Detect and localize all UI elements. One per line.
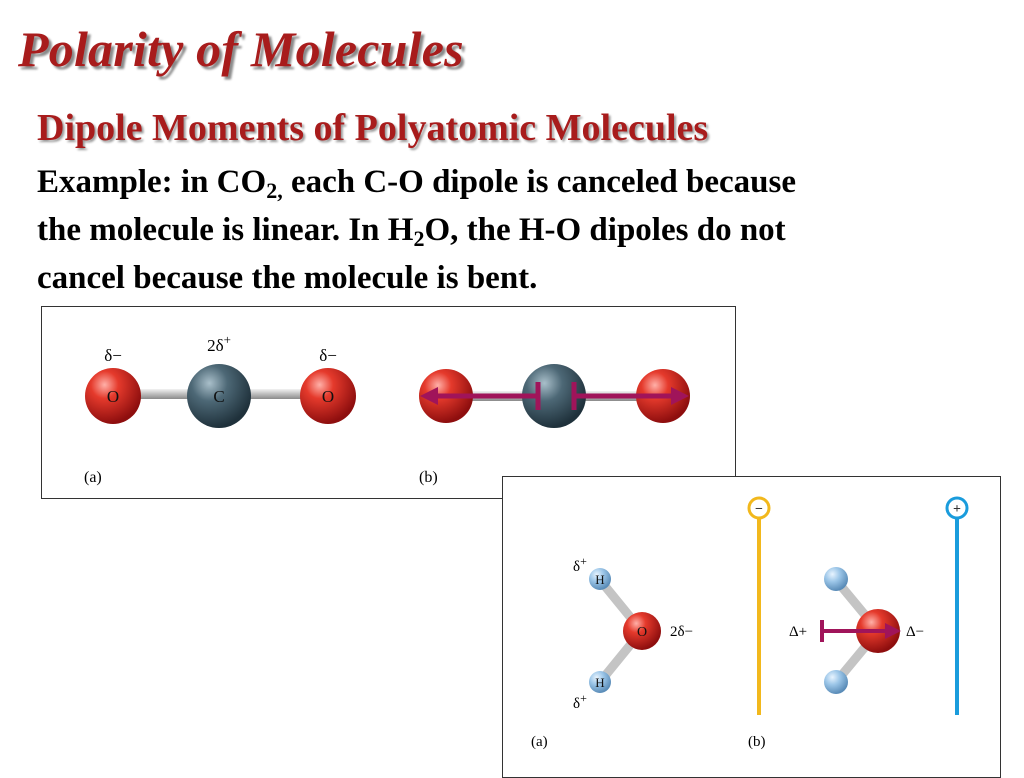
charge-center [207, 332, 231, 355]
atom-label-o: O [636, 625, 648, 640]
slide-title: Polarity of Molecules [18, 21, 464, 77]
co2-panel-b-label: (b) [419, 469, 438, 486]
positive-electrode [947, 498, 967, 715]
hydrogen-atom-bottom-b [824, 670, 848, 694]
body-text [37, 158, 997, 302]
h2o-panel-a-label: (a) [531, 734, 548, 750]
body-line-2: the molecule is linear. In $H_2O$, the H-O dipoles do not [37, 212, 786, 251]
minus-sign-icon: − [755, 502, 763, 517]
svg-text:δ−: δ− [104, 346, 122, 365]
body-line-3: cancel because the molecule is bent. [37, 260, 538, 296]
atom-label-h-bottom: H [595, 675, 605, 690]
delta-minus-label: Δ− [906, 624, 925, 640]
svg-text:2δ+: 2δ+ [207, 332, 231, 355]
slide-subtitle: Dipole Moments of Polyatomic Molecules [37, 107, 709, 149]
svg-text:δ−: δ− [319, 346, 337, 365]
h2o-panel-b-label: (b) [748, 734, 766, 750]
h2o-figure [502, 476, 1001, 778]
negative-electrode [749, 498, 769, 715]
hydrogen-atom-top-b [824, 567, 848, 591]
plus-sign-icon: + [953, 502, 961, 517]
co2-figure [41, 306, 736, 499]
co2-panel-a-label: (a) [84, 469, 102, 486]
charge-left [104, 346, 122, 365]
charge-right [319, 346, 337, 365]
atom-label-c: C [213, 387, 225, 406]
delta-plus-label: Δ+ [789, 624, 808, 640]
co2-diagram [42, 307, 735, 498]
atom-label-o-left: O [106, 387, 120, 406]
charge-o: 2δ− [670, 624, 694, 640]
h2o-diagram [503, 477, 1000, 777]
charge-h-top: δ+ [573, 554, 587, 575]
atom-label-h-top: H [595, 572, 605, 587]
body-line-1: Example: in $CO_{2,}$ each C-O dipole is canceled because [37, 164, 796, 203]
atom-label-o-right: O [321, 387, 335, 406]
charge-h-bottom: δ+ [573, 691, 587, 712]
